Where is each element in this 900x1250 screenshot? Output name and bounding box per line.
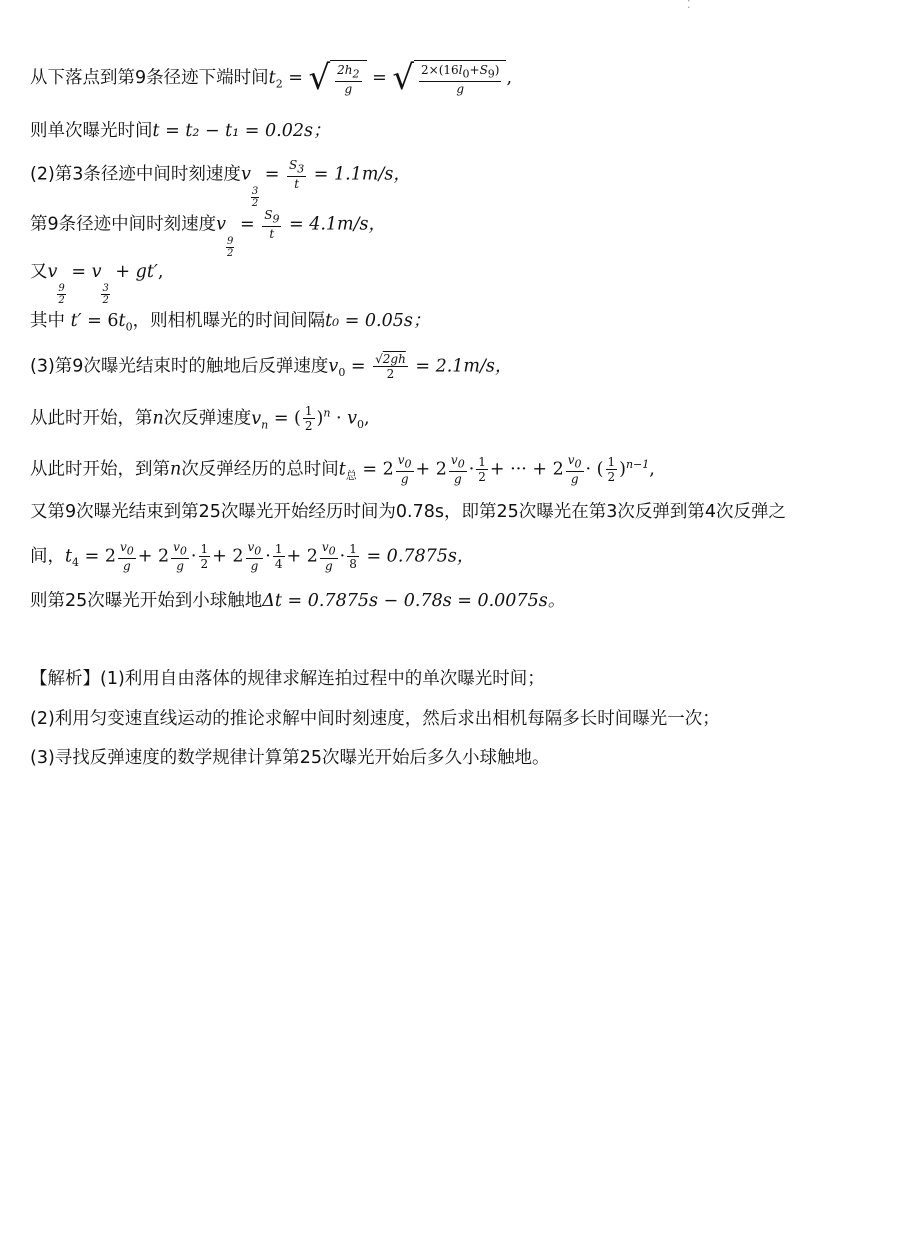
line-3-result: = 1.1m/s，	[308, 164, 411, 185]
line-12	[30, 587, 565, 612]
line-1: 从下落点到第9条径迹下端时间$t_2$ = √ $\frac{2h_2}{g}$ = √ $\frac{2\times(16l_0+S_9)}{g}$ ,	[30, 58, 513, 99]
analysis-1: 【解析】(1)利用自由落体的规律求解连拍过程中的单次曝光时间；	[30, 669, 545, 689]
line-2-text: 则单次曝光时间	[30, 121, 153, 141]
line-12-math: Δt = 0.7875s − 0.78s = 0.0075s。	[262, 591, 566, 611]
line-8-text-a: 从此时开始，第	[30, 408, 153, 429]
line-2-math: t = t₂ − t₁ = 0.02s；	[152, 121, 331, 141]
line-8: 从此时开始，第n次反弹速度$v_n$ = ( $\frac{1}{2}$ )$^n \cdot v_0$,	[30, 404, 370, 433]
line-11-result: = 0.7875s，	[360, 546, 475, 567]
line-6-mid: ，则相机曝光的时间间隔	[132, 311, 326, 331]
line-11-text: 间，	[30, 546, 65, 567]
analysis-2: (2)利用匀变速直线运动的推论求解中间时刻速度，然后求出相机每隔多长时间曝光一次；	[30, 709, 720, 729]
line-4-text: 第9条径迹中间时刻速度	[30, 214, 217, 235]
line-3: (2)第3条径迹中间时刻速度v $\frac{3}{2}$ = $\frac{S_3}{t}$ = 1.1m/s，	[30, 158, 411, 209]
line-9-text-b: 次反弹经历的总时间	[181, 459, 339, 480]
line-4-result: = 4.1m/s，	[283, 214, 387, 235]
analysis-3: (3)寻找反弹速度的数学规律计算第25次曝光开始后多久小球触地。	[30, 748, 550, 768]
line-5: 又v $\frac{9}{2}$ = v $\frac{3}{2}$ + gt′,	[30, 262, 164, 306]
line-7: (3)第9次曝光结束时的触地后反弹速度$v_0$ = $\frac{√2gh}{2}$ = 2.1m/s，	[30, 352, 513, 381]
sqrt-1: √ $\frac{2h_2}{g}$	[308, 60, 366, 96]
line-12-text: 则第25次曝光开始到小球触地	[30, 591, 263, 611]
line-6-end: t₀ = 0.05s；	[325, 311, 431, 331]
line-11: 间，$t_4 = 2$ $\frac{v_0}{g}$ + 2 $\frac{v_0}{g}$ · $\frac{1}{2}$ + 2 $\frac{v_0}{g}$ · $\frac{1}{4}$ + 2 $\frac{v_0}{g}$ · $\frac{1}{8}$ = 0.7875s，	[30, 540, 475, 574]
line-3-text: (2)第3条径迹中间时刻速度	[30, 164, 241, 185]
line-7-result: = 2.1m/s，	[409, 356, 513, 377]
line-4: 第9条径迹中间时刻速度v $\frac{9}{2}$ = $\frac{S_9}{t}$ = 4.1m/s，	[30, 208, 387, 259]
line-9-text-a: 从此时开始，到第	[30, 459, 170, 480]
line-7-text: (3)第9次曝光结束时的触地后反弹速度	[30, 356, 329, 377]
line-1-text: 从下落点到第9条径迹下端时间	[30, 68, 269, 89]
line-8-text-b: 次反弹速度	[163, 408, 252, 429]
line-2	[30, 117, 330, 142]
line-5-text: 又	[30, 262, 48, 282]
header-marker: ⁚	[687, 0, 691, 11]
line-6-text: 其中	[30, 311, 71, 331]
line-9: 从此时开始，到第n次反弹经历的总时间$t_总 = 2$ $\frac{v_0}{g}$ + 2 $\frac{v_0}{g}$ · $\frac{1}{2}$ + ··· + 2 $\frac{v_0}{g}$ · ( $\frac{1}{2}$ )$^{n-1}$,	[30, 453, 655, 487]
sqrt-2: √ $\frac{2\times(16l_0+S_9)}{g}$	[392, 60, 506, 96]
line-10: 又第9次曝光结束到第25次曝光开始经历时间为0.78s，即第25次曝光在第3次反弹到第4次反弹之	[30, 502, 787, 522]
line-6: 其中 $t' = 6t_0$，则相机曝光的时间间隔t₀ = 0.05s；	[30, 311, 431, 334]
